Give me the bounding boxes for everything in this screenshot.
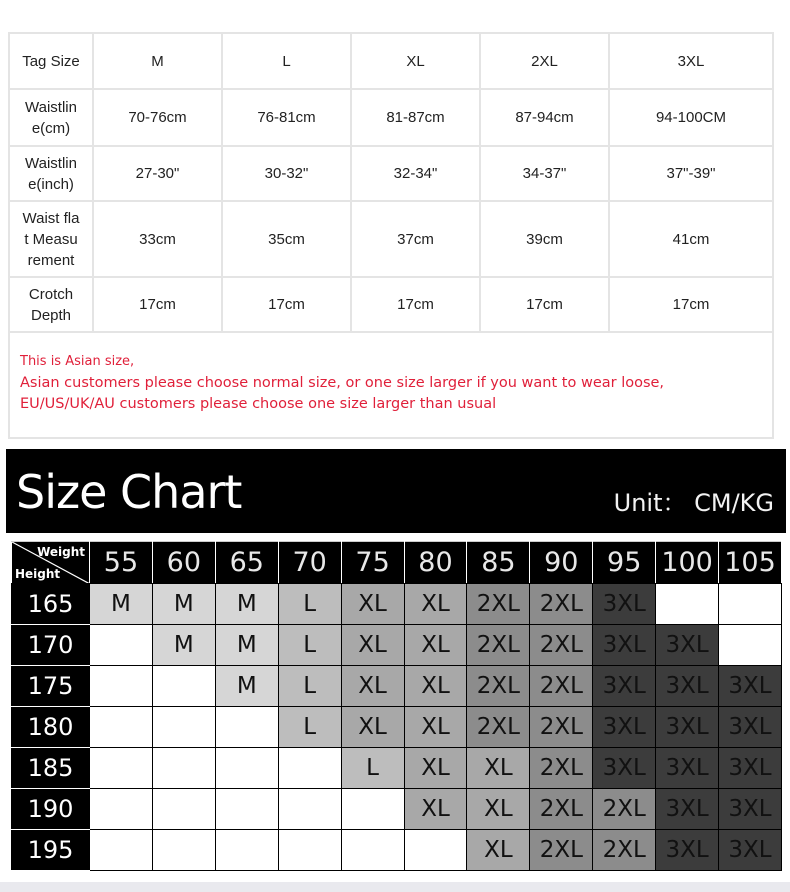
height-header: 195 [12,830,90,871]
size-cell [152,748,215,789]
weight-header: 85 [467,542,530,584]
measurement-cell: 39cm [480,201,609,277]
size-cell: 2XL [530,830,593,871]
size-cell [719,625,782,666]
size-cell [278,789,341,830]
measurement-cell: 17cm [93,277,222,332]
size-cell: XL [404,625,467,666]
measurement-cell: 17cm [609,277,773,332]
measurement-row-waistline-inch [9,146,773,201]
measurement-table [8,32,774,439]
size-header: 3XL [609,33,773,89]
size-cell: L [278,707,341,748]
size-cell [278,748,341,789]
height-axis-label: Height [15,567,61,581]
height-row [12,789,782,830]
weight-header: 80 [404,542,467,584]
size-cell: 3XL [656,707,719,748]
size-cell: 3XL [593,707,656,748]
size-cell: XL [404,584,467,625]
size-cell: M [215,625,278,666]
size-cell: XL [341,584,404,625]
measurement-cell: 30-32" [222,146,351,201]
size-cell: 2XL [467,584,530,625]
size-cell: XL [341,625,404,666]
row-label-line: t Measu [24,230,78,248]
size-cell: 2XL [530,789,593,830]
row-label [9,277,93,332]
size-cell: 2XL [467,707,530,748]
size-cell [278,830,341,871]
measurement-cell: 37"-39" [609,146,773,201]
weight-header: 60 [152,542,215,584]
size-cell [215,789,278,830]
size-cell [90,666,153,707]
height-header: 185 [12,748,90,789]
note-line: EU/US/UK/AU customers please choose one size larger than usual [20,396,497,412]
size-cell: L [278,666,341,707]
size-cell: 2XL [467,666,530,707]
measurement-cell: 35cm [222,201,351,277]
measurement-cell: 33cm [93,201,222,277]
measurement-cell: 34-37" [480,146,609,201]
measurement-cell: 17cm [351,277,480,332]
tag-size-label: Tag Size [9,33,93,89]
size-cell [90,707,153,748]
size-cell: M [215,666,278,707]
size-header: L [222,33,351,89]
size-grid [11,541,782,871]
weight-header: 95 [593,542,656,584]
footer-strip [0,882,790,892]
measurement-cell: 81-87cm [351,89,480,146]
chart-title: Size Chart [16,465,242,519]
measurement-cell: 41cm [609,201,773,277]
size-cell: XL [404,707,467,748]
size-cell [152,707,215,748]
measurement-row-waistline-cm [9,89,773,146]
size-cell: 3XL [593,625,656,666]
measurement-cell: 32-34" [351,146,480,201]
unit-label: Unit： CM/KG [613,489,774,517]
size-cell: XL [467,748,530,789]
size-cell: 3XL [656,748,719,789]
size-cell [215,707,278,748]
size-header: M [93,33,222,89]
size-cell: 3XL [719,707,782,748]
weight-header: 65 [215,542,278,584]
size-cell: XL [404,666,467,707]
measurement-cell: 37cm [351,201,480,277]
measurement-cell: 17cm [222,277,351,332]
row-label [9,89,93,146]
size-cell [341,789,404,830]
row-label-line: e(cm) [31,119,71,137]
note-line: This is Asian size, [20,354,135,369]
measurement-cell: 76-81cm [222,89,351,146]
size-cell: 3XL [656,830,719,871]
size-cell: 2XL [530,625,593,666]
size-cell: 3XL [719,666,782,707]
size-cell: XL [404,748,467,789]
corner-cell [12,542,90,584]
weight-axis-label: Weight [37,545,85,559]
note-line: Asian customers please choose normal size, or one size larger if you want to wear loose, [20,374,665,391]
height-header: 190 [12,789,90,830]
row-label-line: Waistlin [25,98,77,116]
size-cell: 3XL [656,789,719,830]
weight-header: 100 [656,542,719,584]
weight-header: 90 [530,542,593,584]
row-label-line: Waistlin [25,154,77,172]
size-cell: L [278,584,341,625]
weight-header: 70 [278,542,341,584]
size-cell: 3XL [719,830,782,871]
size-note [9,332,773,438]
size-cell [152,789,215,830]
size-cell: 2XL [593,830,656,871]
height-row [12,830,782,871]
size-cell: 2XL [530,707,593,748]
size-cell: XL [341,707,404,748]
size-cell: L [278,625,341,666]
size-cell: 2XL [467,625,530,666]
row-label-line: Crotch [28,285,74,303]
size-cell: XL [404,789,467,830]
measurement-cell: 94-100CM [609,89,773,146]
measurement-cell: 70-76cm [93,89,222,146]
weight-header-row [12,542,782,584]
size-cell [656,584,719,625]
row-label [9,201,93,277]
weight-header: 55 [90,542,153,584]
size-cell: 2XL [530,666,593,707]
size-cell: M [215,584,278,625]
height-row [12,666,782,707]
size-cell [90,789,153,830]
size-cell: 2XL [530,584,593,625]
height-row [12,625,782,666]
size-cell [215,830,278,871]
row-label-line: Depth [30,306,72,324]
size-cell [152,666,215,707]
measurement-row-waist-flat [9,201,773,277]
height-header: 170 [12,625,90,666]
size-cell: 3XL [656,625,719,666]
size-cell: 2XL [593,789,656,830]
measurement-cell: 17cm [480,277,609,332]
size-cell: 3XL [593,748,656,789]
height-row [12,748,782,789]
size-cell: XL [467,830,530,871]
height-row [12,584,782,625]
size-chart-banner [6,449,786,533]
size-cell: 3XL [719,789,782,830]
size-cell: M [152,625,215,666]
size-cell: M [152,584,215,625]
height-header: 180 [12,707,90,748]
weight-header: 75 [341,542,404,584]
size-cell: M [90,584,153,625]
size-cell: 3XL [656,666,719,707]
height-header: 175 [12,666,90,707]
size-cell: 3XL [593,584,656,625]
size-cell [404,830,467,871]
row-label-line: Waist fla [22,209,80,227]
measurement-header-row [9,33,773,89]
size-cell [90,625,153,666]
measurement-row-crotch-depth [9,277,773,332]
size-cell [215,748,278,789]
height-row [12,707,782,748]
size-cell: 2XL [530,748,593,789]
size-header: 2XL [480,33,609,89]
weight-header: 105 [719,542,782,584]
measurement-cell: 87-94cm [480,89,609,146]
size-cell [152,830,215,871]
size-cell: 3XL [593,666,656,707]
row-label [9,146,93,201]
measurement-cell: 27-30" [93,146,222,201]
size-cell [90,830,153,871]
row-label-line: rement [27,251,75,269]
size-note-row [9,332,773,438]
size-cell: XL [341,666,404,707]
size-cell: XL [467,789,530,830]
size-header: XL [351,33,480,89]
size-cell [90,748,153,789]
size-cell: 3XL [719,748,782,789]
row-label-line: e(inch) [28,175,74,193]
size-cell [341,830,404,871]
size-cell: L [341,748,404,789]
height-header: 165 [12,584,90,625]
size-cell [719,584,782,625]
